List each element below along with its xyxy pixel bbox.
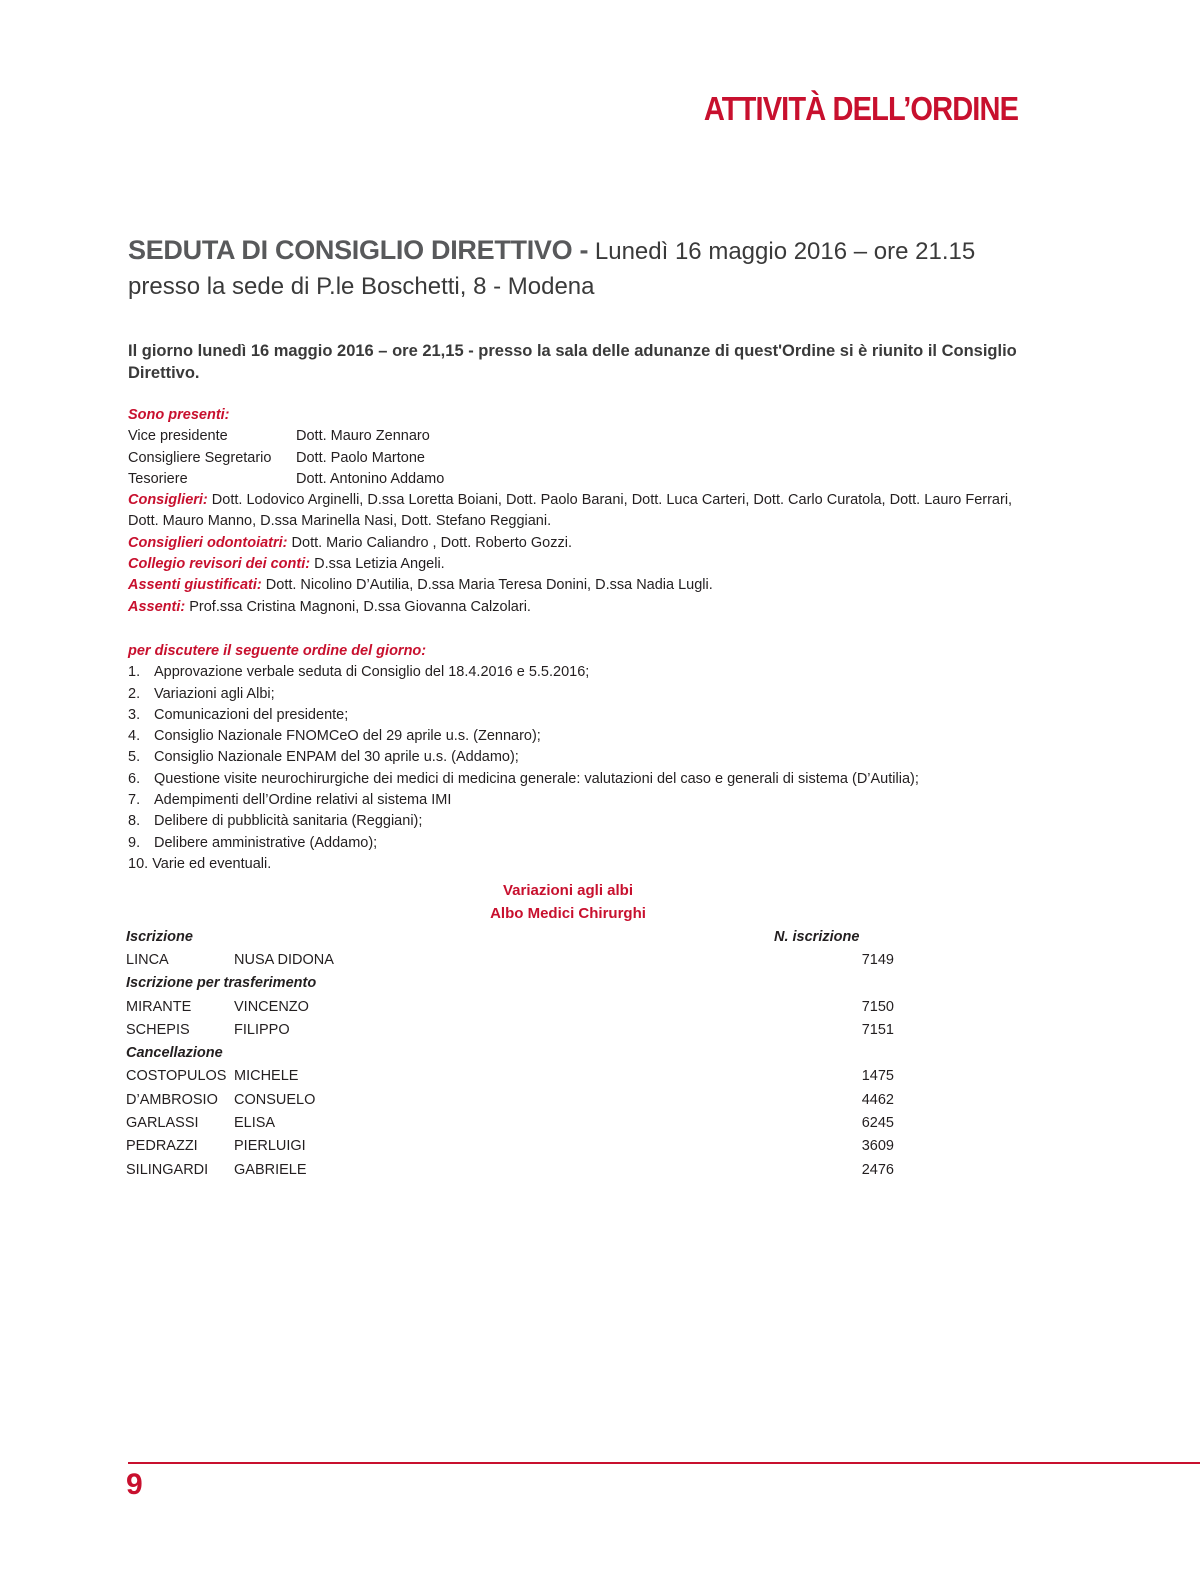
last-name-cell: MIRANTE [126,998,192,1015]
agenda-item-number: 1. [128,664,141,681]
albi-heading-main: Variazioni agli albi [502,882,634,899]
intro-paragraph: Il giorno lunedì 16 maggio 2016 – ore 21,15 - presso la sala delle adunanze di quest'Ordine si è riunito il Consiglio Direttivo. [128,342,1017,382]
registration-number-cell: 7150 [861,998,894,1015]
albi-heading [128,879,1008,925]
page-number: 9 [126,1468,143,1501]
officer-name: Dott. Antonino Addamo [296,470,445,487]
agenda-item-number: 3. [128,706,141,723]
group-label: Consiglieri: [128,492,208,509]
section-label: Iscrizione per trasferimento [126,975,317,992]
absent-group [128,597,1088,618]
dentists-group [128,533,1088,554]
first-name-cell: ELISA [234,1115,276,1132]
agenda-item [128,790,1088,811]
group-label: Consiglieri odontoiatri: [128,534,288,551]
registration-number-cell: 2476 [861,1161,894,1178]
table-row [126,1065,894,1088]
agenda-item [128,854,1088,875]
officer-role: Vice presidente [128,428,228,445]
agenda-section [128,641,1088,875]
meeting-date: Lunedì 16 maggio 2016 – ore 21.15 [588,238,976,265]
albi-table [126,925,894,1181]
table-row [126,1018,894,1041]
table-row [126,948,894,971]
registration-number-cell: 3609 [861,1138,894,1155]
registration-number-cell: 7149 [861,951,894,968]
justified-absent-group [128,575,1088,596]
table-row [126,1088,894,1111]
meeting-title-main: SEDUTA DI CONSIGLIO DIRETTIVO - [128,235,589,265]
agenda-item [128,684,1088,705]
group-label: Assenti: [128,598,186,615]
agenda-item-number: 6. [128,770,141,787]
group-label: Assenti giustificati: [128,577,262,594]
officer-name: Dott. Paolo Martone [296,449,425,466]
last-name-cell: LINCA [126,951,169,968]
section-label-row [126,1041,894,1064]
column-header-number: N. iscrizione [774,928,860,945]
group-text: Dott. Nicolino D’Autilia, D.ssa Maria Teresa Donini, D.ssa Nadia Lugli. [261,577,713,594]
section-label-row [126,972,894,995]
first-name-cell: CONSUELO [234,1091,316,1108]
table-row [126,1111,894,1134]
group-label: Collegio revisori dei conti: [128,556,311,573]
table-row [126,995,894,1018]
first-name-cell: GABRIELE [234,1161,307,1178]
agenda-item [128,811,1088,832]
agenda-item [128,833,1088,854]
last-name-cell: GARLASSI [126,1115,199,1132]
agenda-item-text: Comunicazioni del presidente; [154,706,349,723]
agenda-item [128,769,1088,790]
agenda-item-text: Delibere amministrative (Addamo); [154,834,378,851]
meeting-title [128,233,1068,304]
first-name-cell: NUSA DIDONA [234,951,334,968]
agenda-item [128,726,1088,747]
last-name-cell: PEDRAZZI [126,1138,198,1155]
agenda-item-number: 10. [128,855,149,872]
table-header-row [126,925,894,948]
officer-role: Tesoriere [128,470,188,487]
section-label: Cancellazione [126,1045,223,1062]
agenda-item-number: 5. [128,749,141,766]
agenda-item-number: 9. [128,834,141,851]
last-name-cell: D’AMBROSIO [126,1091,218,1108]
first-name-cell: MICHELE [234,1068,299,1085]
group-text: D.ssa Letizia Angeli. [310,556,445,573]
group-text: Prof.ssa Cristina Magnoni, D.ssa Giovanna Calzolari. [185,598,531,615]
group-text: Dott. Lodovico Arginelli, D.ssa Loretta Boiani, Dott. Paolo Barani, Dott. Luca Carteri, Dott. Carlo Curatola, Dott. Lauro Ferrari, Dott. Mauro Manno, D.ssa Marinella Nasi, Dott. Stefano Reggiani. [128,492,1013,530]
first-name-cell: PIERLUIGI [234,1138,306,1155]
agenda-item [128,747,1088,768]
agenda-label: per discutere il seguente ordine del giorno: [128,643,427,659]
agenda-item-text: Approvazione verbale seduta di Consiglio del 18.4.2016 e 5.5.2016; [154,664,590,681]
agenda-item-text: Questione visite neurochirurgiche dei medici di medicina generale: valutazioni del caso e generali di sistema (D’Autilia); [154,770,919,787]
officer-name: Dott. Mauro Zennaro [296,428,430,445]
agenda-item [128,705,1088,726]
footer-divider [128,1462,1200,1464]
auditors-group [128,554,1088,575]
registration-number-cell: 4462 [861,1091,894,1108]
section-title: ATTIVITÀ DELL’ORDINE [703,90,1018,127]
registration-number-cell: 7151 [861,1021,894,1038]
officer-role: Consigliere Segretario [128,449,272,466]
agenda-list [128,662,1088,875]
agenda-item-text: Variazioni agli Albi; [154,685,275,702]
first-name-cell: FILIPPO [234,1021,290,1038]
first-name-cell: VINCENZO [234,998,309,1015]
table-row [126,1158,894,1181]
agenda-item-number: 8. [128,813,141,830]
present-label: Sono presenti: [128,407,230,423]
agenda-item-number: 7. [128,792,141,809]
officer-row [128,469,1088,490]
meeting-location: presso la sede di P.le Boschetti, 8 - Modena [128,273,595,300]
registration-number-cell: 6245 [861,1115,894,1132]
section-label: Iscrizione [126,928,193,945]
last-name-cell: COSTOPULOS [126,1068,227,1085]
attendance-section [128,405,1088,618]
agenda-item [128,662,1088,683]
albi-heading-sub: Albo Medici Chirurghi [490,905,646,922]
agenda-item-text: Delibere di pubblicità sanitaria (Reggiani); [154,813,423,830]
agenda-item-text: Varie ed eventuali. [152,855,272,872]
agenda-item-text: Consiglio Nazionale ENPAM del 30 aprile u.s. (Addamo); [154,749,519,766]
agenda-item-number: 4. [128,728,141,745]
registration-number-cell: 1475 [861,1068,894,1085]
agenda-item-text: Consiglio Nazionale FNOMCeO del 29 aprile u.s. (Zennaro); [154,728,541,745]
officer-row [128,426,1088,447]
last-name-cell: SILINGARDI [126,1161,209,1178]
agenda-item-text: Adempimenti dell’Ordine relativi al sistema IMI [154,792,452,809]
table-row [126,1135,894,1158]
last-name-cell: SCHEPIS [126,1021,190,1038]
group-text: Dott. Mario Caliandro , Dott. Roberto Gozzi. [287,534,572,551]
councillors-group [128,490,1018,533]
officer-row [128,448,1088,469]
agenda-item-number: 2. [128,685,141,702]
